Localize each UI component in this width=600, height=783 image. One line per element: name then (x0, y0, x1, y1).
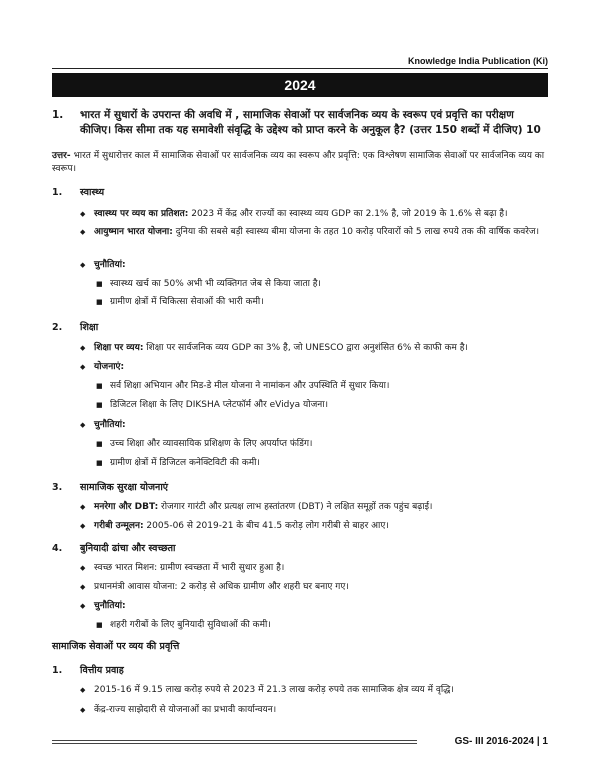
diamond-bullet-icon: ◆ (80, 228, 86, 236)
bullet-item (80, 259, 548, 272)
section-heading-health (52, 186, 104, 199)
bullet-body: शिक्षा पर सार्वजनिक व्यय GDP का 3% है, जो UNESCO द्वारा अनुशंसित 6% से काफी कम है। (143, 343, 468, 353)
bullet-text: प्रधानमंत्री आवास योजना: 2 करोड़ से अधिक ग्रामीण और शहरी घर बनाए गए। (94, 582, 349, 592)
square-bullet-icon: ■ (96, 298, 103, 306)
bullet-label: चुनौतियां: (94, 260, 126, 270)
bullet-text (94, 226, 548, 239)
diamond-bullet-icon: ◆ (80, 583, 86, 591)
diamond-bullet-icon: ◆ (80, 344, 86, 352)
bullet-item (80, 684, 548, 697)
bullet-text: स्वच्छ भारत मिशन: ग्रामीण स्वच्छता में भारी सुधार हुआ है। (94, 563, 285, 573)
bullet-text (94, 520, 548, 533)
square-bullet-icon: ■ (96, 621, 103, 629)
bullet-item (80, 600, 548, 613)
section-heading-education (52, 321, 98, 334)
bullet-text (94, 342, 548, 355)
bullet-label: योजनाएं: (94, 362, 125, 372)
bullet-item (80, 562, 548, 575)
sub-bullet-text: ग्रामीण क्षेत्रों में चिकित्सा सेवाओं की भारी कमी। (110, 297, 264, 307)
question-block (52, 108, 548, 138)
bullet-text: केंद्र-राज्य साझेदारी से योजनाओं का प्रभावी कार्यान्वयन। (94, 705, 277, 715)
section-number: 1. (52, 187, 63, 198)
section-title: शिक्षा (80, 322, 99, 333)
section-title: बुनियादी ढांचा और स्वच्छता (80, 543, 176, 554)
bullet-item (80, 704, 548, 717)
square-bullet-icon: ■ (96, 382, 103, 390)
answer-label: उत्तर- (52, 151, 71, 161)
subsection-heading-financial-flow (52, 664, 124, 677)
publisher-label: Knowledge India Publication (Ki) (407, 56, 548, 66)
bullet-text: 2015-16 में 9.15 लाख करोड़ रुपये से 2023 में 21.3 लाख करोड़ रुपये तक सामाजिक क्षेत्र व्यय में वृद्धि। (94, 685, 454, 695)
diamond-bullet-icon: ◆ (80, 261, 86, 269)
sub-bullet-text: शहरी गरीबों के लिए बुनियादी सुविधाओं की कमी। (110, 620, 271, 630)
diamond-bullet-icon: ◆ (80, 686, 86, 694)
footer-page-label: GS- III 2016-2024 | 1 (454, 736, 548, 747)
sub-bullet-item (96, 380, 548, 393)
diamond-bullet-icon: ◆ (80, 706, 86, 714)
bullet-label: आयुष्मान भारत योजना: (94, 227, 173, 237)
bullet-body: दुनिया की सबसे बड़ी स्वास्थ्य बीमा योजना के तहत 10 करोड़ परिवारों को 5 लाख रुपये तक की वार्षिक कवरेज। (172, 227, 540, 237)
bullet-item (80, 581, 548, 594)
sub-bullet-text: उच्च शिक्षा और व्यावसायिक प्रशिक्षण के लिए अपर्याप्त फंडिंग। (110, 439, 313, 449)
section-heading-social-security (52, 481, 168, 494)
bullet-label: चुनौतियां: (94, 601, 126, 611)
sub-bullet-text: ग्रामीण क्षेत्रों में डिजिटल कनेक्टिविटी की कमी। (110, 458, 260, 468)
header-rule (52, 68, 548, 69)
bullet-body: 2005-06 से 2019-21 के बीच 41.5 करोड़ लोग गरीबी से बाहर आए। (143, 521, 389, 531)
bullet-item (80, 520, 548, 533)
bullet-body: रोजगार गारंटी और प्रत्यक्ष लाभ हस्तांतरण (DBT) ने लक्षित समूहों तक पहुंच बढ़ाई। (158, 502, 433, 512)
bullet-label: स्वास्थ्य पर व्यय का प्रतिशत: (94, 209, 189, 219)
bullet-body: 2023 में केंद्र और राज्यों का स्वास्थ्य व्यय GDP का 2.1% है, जो 2019 के 1.6% से बढ़ा है। (188, 209, 508, 219)
section-title: सामाजिक सुरक्षा योजनाएं (80, 482, 169, 493)
footer-rule (52, 743, 417, 744)
bullet-label: शिक्षा पर व्यय: (94, 343, 144, 353)
answer-intro (52, 150, 548, 176)
sub-bullet-item (96, 399, 548, 412)
bullet-item (80, 208, 548, 221)
diamond-bullet-icon: ◆ (80, 421, 86, 429)
section-title: स्वास्थ्य (80, 187, 105, 198)
bullet-item (80, 419, 548, 432)
bullet-label: चुनौतियां: (94, 420, 126, 430)
bullet-item (80, 361, 548, 374)
section-number: 1. (52, 665, 63, 676)
section-number: 4. (52, 543, 63, 554)
sub-bullet-item (96, 619, 548, 632)
bullet-item (80, 342, 548, 355)
question-text: भारत में सुधारों के उपरान्त की अवधि में , सामाजिक सेवाओं पर सार्वजनिक व्यय के स्वरूप एवं प्रवृत्ति का परीक्षण कीजिए। किस सीमा तक यह समावेशी संवृद्धि के उद्देश्य को प्राप्त करने के अनुकूल है? (उत्तर 150 शब्दों में दीजिए) 10 (80, 109, 541, 136)
square-bullet-icon: ■ (96, 401, 103, 409)
square-bullet-icon: ■ (96, 280, 103, 288)
bullet-text (94, 501, 548, 514)
question-number: 1. (52, 109, 64, 121)
diamond-bullet-icon: ◆ (80, 363, 86, 371)
sub-bullet-item (96, 438, 548, 451)
footer-rule (52, 740, 417, 741)
bullet-text (94, 208, 548, 221)
bullet-item (80, 226, 548, 239)
diamond-bullet-icon: ◆ (80, 564, 86, 572)
bullet-label: मनरेगा और DBT: (94, 502, 159, 512)
section-heading-infrastructure (52, 542, 175, 555)
diamond-bullet-icon: ◆ (80, 210, 86, 218)
diamond-bullet-icon: ◆ (80, 503, 86, 511)
section-heading-trend: सामाजिक सेवाओं पर व्यय की प्रवृत्ति (52, 641, 180, 652)
bullet-item (80, 501, 548, 514)
bullet-label: गरीबी उन्मूलन: (94, 521, 144, 531)
sub-bullet-text: सर्व शिक्षा अभियान और मिड-डे मील योजना ने नामांकन और उपस्थिति में सुधार किया। (110, 381, 390, 391)
square-bullet-icon: ■ (96, 459, 103, 467)
section-number: 3. (52, 482, 63, 493)
diamond-bullet-icon: ◆ (80, 602, 86, 610)
section-number: 2. (52, 322, 63, 333)
sub-bullet-item (96, 278, 548, 291)
answer-intro-text: भारत में सुधारोत्तर काल में सामाजिक सेवाओं पर सार्वजनिक व्यय का स्वरूप और प्रवृत्ति: एक विश्लेषण सामाजिक सेवाओं पर सार्वजनिक व्यय का स्वरूप। (52, 151, 545, 174)
square-bullet-icon: ■ (96, 440, 103, 448)
diamond-bullet-icon: ◆ (80, 522, 86, 530)
sub-bullet-item (96, 457, 548, 470)
section-title: वित्तीय प्रवाह (80, 665, 124, 676)
sub-bullet-text: स्वास्थ्य खर्च का 50% अभी भी व्यक्तिगत जेब से किया जाता है। (110, 279, 321, 289)
sub-bullet-item (96, 296, 548, 309)
year-banner: 2024 (52, 73, 548, 97)
sub-bullet-text: डिजिटल शिक्षा के लिए DIKSHA प्लेटफॉर्म और eVidya योजना। (110, 400, 328, 410)
